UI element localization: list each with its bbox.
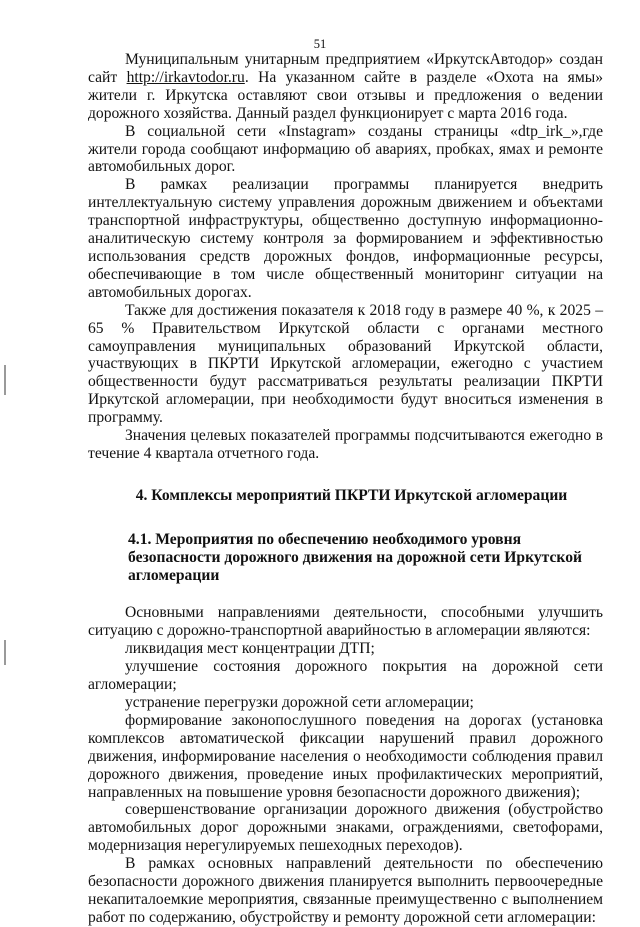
list-item: формирование законопослушного поведения на дорогах (установка комплексов автоматической фиксации нарушений правил дорожного движения, информирование населения о необходимости соблюдения правил дорожного движения, проведение иных профилактических мероприятий, направленных на повышение уровня безопасности дорожного движения); bbox=[88, 711, 603, 801]
list-item: устранение перегрузки дорожной сети агломерации; bbox=[125, 694, 474, 711]
subsection-heading: 4.1. Мероприятия по обеспечению необходимого уровня безопасности дорожного движения на дорожной сети Иркутской агломерации bbox=[128, 530, 582, 584]
list-item: ликвидация мест концентрации ДТП; bbox=[125, 640, 375, 658]
paragraph: В рамках основных направлений деятельности по обеспечению безопасности дорожного движения планируется выполнить первоочередные некапиталоемкие мероприятия, связанные преимущественно с выполнением работ по содержанию, обустройству и ремонту дорожной сети агломерации: bbox=[88, 855, 603, 926]
site-link[interactable]: http://irkavtodor.ru bbox=[126, 68, 245, 86]
paragraph: Основными направлениями деятельности, способными улучшить ситуацию с дорожно-транспортной аварийностью в агломерации являются: bbox=[88, 604, 603, 640]
paragraph bbox=[88, 51, 603, 123]
scan-margin-mark bbox=[4, 640, 6, 665]
section-heading: 4. Комплексы мероприятий ПКРТИ Иркутской агломерации bbox=[135, 486, 568, 504]
paragraph: В социальной сети «Instagram» созданы страницы «dtp_irk_»,где жители города сообщают информацию об авариях, пробках, ямах и ремонте автомобильных дорог. bbox=[88, 122, 603, 176]
paragraph: Значения целевых показателей программы подсчитываются ежегодно в течение 4 квартала отчетного года. bbox=[88, 427, 603, 462]
list-item: улучшение состояния дорожного покрытия на дорожной сети агломерации; bbox=[88, 658, 603, 694]
scan-margin-mark bbox=[4, 365, 6, 395]
spacer bbox=[88, 584, 603, 604]
paragraph: В рамках реализации программы планируется внедрить интеллектуальную систему управления дорожным движением и объектами транспортной инфраструктуры, общественно доступную информационно-аналитическую систему контроля за формированием и эффективностью использования средств дорожных фондов, информационные ресурсы, обеспечивающие в том числе общественный мониторинг ситуации на автомобильных дорогах. bbox=[88, 176, 603, 301]
paragraph-text: Муниципальным унитарным предприятием «ИркутскАвтодор» создан сайт bbox=[88, 51, 603, 86]
page-number: 51 bbox=[313, 37, 327, 51]
list-item: совершенствование организации дорожного движения (обустройство автомобильных дорог дорожными знаками, ограждениями, светофорами, модернизация нерегулируемых пешеходных переходов). bbox=[88, 801, 603, 855]
paragraph: Также для достижения показателя к 2018 году в размере 40 %, к 2025 – 65 % Правительством Иркутской области с органами местного самоуправления муниципальных образований Иркутской области, участвующих в ПКРТИ Иркутской агломерации, ежегодно с участием общественности будут рассматриваться результаты реализации ПКРТИ Иркутской агломерации, при необходимости будут вноситься изменения в программу. bbox=[88, 301, 603, 427]
document-body bbox=[88, 51, 603, 927]
paragraph-text: . На указанном сайте в разделе «Охота на ямы» жители г. Иркутска оставляют свои отзывы и предложения о ведении дорожного хозяйства. Данный раздел функционирует с марта 2016 года. bbox=[88, 68, 603, 122]
